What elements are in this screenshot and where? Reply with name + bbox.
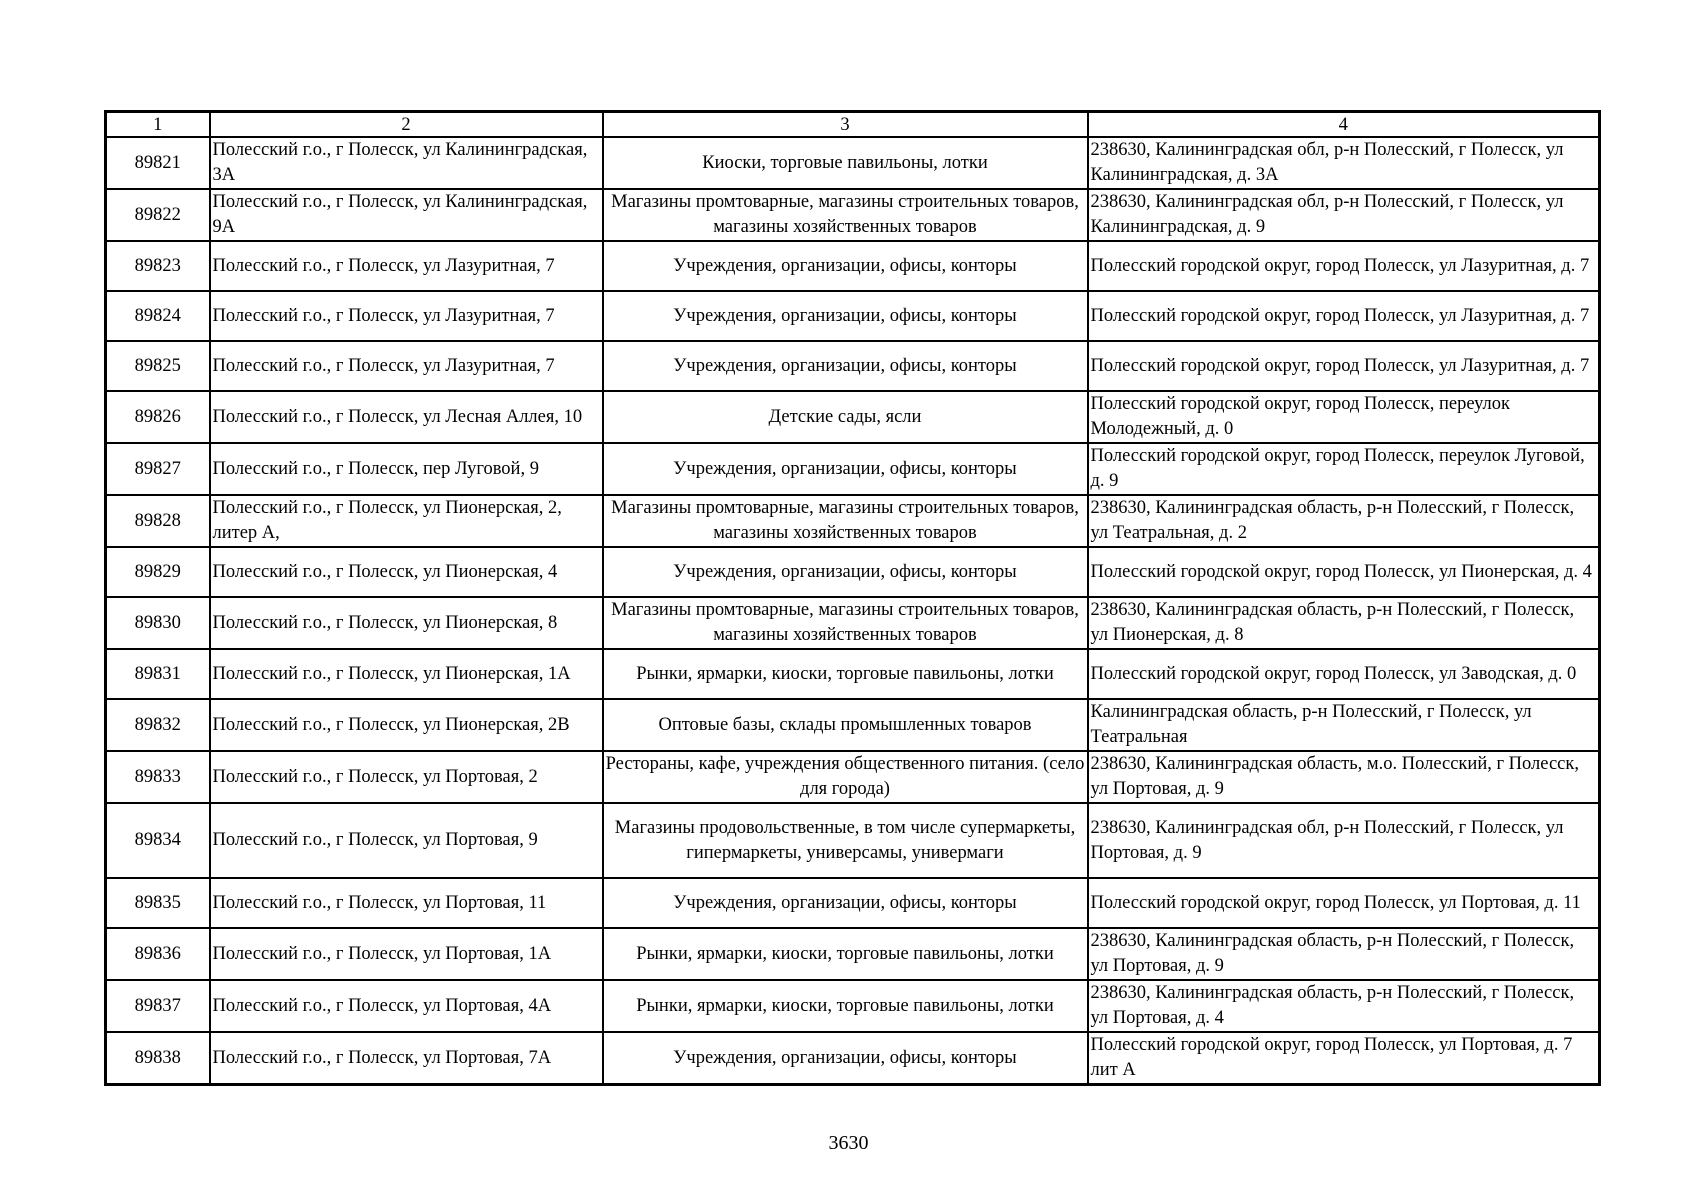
row-id-cell: 89827 (106, 443, 210, 495)
table-row (106, 878, 1600, 928)
row-id-cell: 89828 (106, 495, 210, 547)
table-row (106, 1032, 1600, 1085)
column-header-1: 1 (106, 112, 210, 138)
row-id-cell: 89834 (106, 803, 210, 878)
row-address-cell: 238630, Калининградская обл, р-н Полесский, г Полесск, ул Калининградская, д. 3А (1088, 137, 1600, 189)
row-category-cell: Магазины промтоварные, магазины строительных товаров, магазины хозяйственных товаров (603, 495, 1088, 547)
row-address-cell: Полесский городской округ, город Полесск, переулок Луговой, д. 9 (1088, 443, 1600, 495)
row-address-cell: 238630, Калининградская область, р-н Полесский, г Полесск, ул Театральная, д. 2 (1088, 495, 1600, 547)
row-address-cell: 238630, Калининградская область, р-н Полесский, г Полесск, ул Пионерская, д. 8 (1088, 597, 1600, 649)
row-location-cell: Полесский г.о., г Полесск, ул Пионерская, 2, литер А, (210, 495, 603, 547)
row-address-cell: Полесский городской округ, город Полесск, ул Портовая, д. 7 лит А (1088, 1032, 1600, 1085)
row-id-cell: 89826 (106, 391, 210, 443)
row-location-cell: Полесский г.о., г Полесск, ул Калининградская, 3А (210, 137, 603, 189)
row-id-cell: 89835 (106, 878, 210, 928)
row-category-cell: Оптовые базы, склады промышленных товаров (603, 699, 1088, 751)
table-header (106, 112, 1600, 138)
row-address-cell: 238630, Калининградская область, м.о. Полесский, г Полесск, ул Портовая, д. 9 (1088, 751, 1600, 803)
row-category-cell: Магазины промтоварные, магазины строительных товаров, магазины хозяйственных товаров (603, 189, 1088, 241)
table-row (106, 495, 1600, 547)
row-location-cell: Полесский г.о., г Полесск, ул Пионерская, 2В (210, 699, 603, 751)
row-address-cell: Полесский городской округ, город Полесск, ул Лазуритная, д. 7 (1088, 291, 1600, 341)
table-row (106, 597, 1600, 649)
row-category-cell: Учреждения, организации, офисы, конторы (603, 443, 1088, 495)
row-location-cell: Полесский г.о., г Полесск, ул Пионерская, 1А (210, 649, 603, 699)
row-id-cell: 89823 (106, 241, 210, 291)
row-id-cell: 89832 (106, 699, 210, 751)
row-id-cell: 89821 (106, 137, 210, 189)
row-category-cell: Учреждения, организации, офисы, конторы (603, 547, 1088, 597)
row-address-cell: 238630, Калининградская область, р-н Полесский, г Полесск, ул Портовая, д. 4 (1088, 980, 1600, 1032)
table-row (106, 699, 1600, 751)
row-id-cell: 89824 (106, 291, 210, 341)
row-address-cell: Полесский городской округ, город Полесск, ул Заводская, д. 0 (1088, 649, 1600, 699)
row-address-cell: Полесский городской округ, город Полесск, ул Лазуритная, д. 7 (1088, 241, 1600, 291)
row-category-cell: Учреждения, организации, офисы, конторы (603, 878, 1088, 928)
row-location-cell: Полесский г.о., г Полесск, ул Портовая, 11 (210, 878, 603, 928)
row-id-cell: 89837 (106, 980, 210, 1032)
row-location-cell: Полесский г.о., г Полесск, ул Пионерская, 8 (210, 597, 603, 649)
row-address-cell: 238630, Калининградская область, р-н Полесский, г Полесск, ул Портовая, д. 9 (1088, 928, 1600, 980)
row-location-cell: Полесский г.о., г Полесск, ул Лазуритная, 7 (210, 341, 603, 391)
row-location-cell: Полесский г.о., г Полесск, ул Лазуритная, 7 (210, 241, 603, 291)
page-number: 3630 (828, 1132, 869, 1154)
table-row (106, 928, 1600, 980)
row-address-cell: Полесский городской округ, город Полесск, ул Лазуритная, д. 7 (1088, 341, 1600, 391)
table-row (106, 241, 1600, 291)
row-id-cell: 89833 (106, 751, 210, 803)
row-location-cell: Полесский г.о., г Полесск, ул Лесная Аллея, 10 (210, 391, 603, 443)
row-category-cell: Детские сады, ясли (603, 391, 1088, 443)
table-row (106, 391, 1600, 443)
row-address-cell: Полесский городской округ, город Полесск, ул Портовая, д. 11 (1088, 878, 1600, 928)
row-location-cell: Полесский г.о., г Полесск, ул Калининградская, 9А (210, 189, 603, 241)
row-location-cell: Полесский г.о., г Полесск, ул Портовая, 9 (210, 803, 603, 878)
row-location-cell: Полесский г.о., г Полесск, ул Лазуритная, 7 (210, 291, 603, 341)
row-address-cell: Полесский городской округ, город Полесск, переулок Молодежный, д. 0 (1088, 391, 1600, 443)
row-category-cell: Учреждения, организации, офисы, конторы (603, 1032, 1088, 1085)
table-row (106, 803, 1600, 878)
row-location-cell: Полесский г.о., г Полесск, ул Портовая, 4А (210, 980, 603, 1032)
table-row (106, 443, 1600, 495)
row-id-cell: 89836 (106, 928, 210, 980)
table-row (106, 547, 1600, 597)
row-address-cell: 238630, Калининградская обл, р-н Полесский, г Полесск, ул Портовая, д. 9 (1088, 803, 1600, 878)
table-row (106, 189, 1600, 241)
table-row (106, 751, 1600, 803)
table-row (106, 291, 1600, 341)
column-header-2: 2 (210, 112, 603, 138)
row-location-cell: Полесский г.о., г Полесск, ул Портовая, 2 (210, 751, 603, 803)
row-location-cell: Полесский г.о., г Полесск, пер Луговой, 9 (210, 443, 603, 495)
row-category-cell: Магазины промтоварные, магазины строительных товаров, магазины хозяйственных товаров (603, 597, 1088, 649)
row-category-cell: Магазины продовольственные, в том числе супермаркеты, гипермаркеты, универсамы, универмаги (603, 803, 1088, 878)
header-row (106, 112, 1600, 138)
table-body (106, 137, 1600, 1085)
row-category-cell: Рынки, ярмарки, киоски, торговые павильоны, лотки (603, 980, 1088, 1032)
row-location-cell: Полесский г.о., г Полесск, ул Портовая, 1А (210, 928, 603, 980)
table-row (106, 649, 1600, 699)
row-category-cell: Учреждения, организации, офисы, конторы (603, 291, 1088, 341)
row-location-cell: Полесский г.о., г Полесск, ул Портовая, 7А (210, 1032, 603, 1085)
row-address-cell: Полесский городской округ, город Полесск, ул Пионерская, д. 4 (1088, 547, 1600, 597)
row-location-cell: Полесский г.о., г Полесск, ул Пионерская, 4 (210, 547, 603, 597)
table-row (106, 341, 1600, 391)
row-address-cell: Калининградская область, р-н Полесский, г Полесск, ул Театральная (1088, 699, 1600, 751)
registry-table (104, 110, 1601, 1086)
column-header-3: 3 (603, 112, 1088, 138)
table-row (106, 137, 1600, 189)
row-id-cell: 89829 (106, 547, 210, 597)
row-category-cell: Рестораны, кафе, учреждения общественного питания. (село для города) (603, 751, 1088, 803)
row-category-cell: Учреждения, организации, офисы, конторы (603, 241, 1088, 291)
table-row (106, 980, 1600, 1032)
row-category-cell: Рынки, ярмарки, киоски, торговые павильоны, лотки (603, 649, 1088, 699)
row-category-cell: Учреждения, организации, офисы, конторы (603, 341, 1088, 391)
row-id-cell: 89831 (106, 649, 210, 699)
row-category-cell: Рынки, ярмарки, киоски, торговые павильоны, лотки (603, 928, 1088, 980)
column-header-4: 4 (1088, 112, 1600, 138)
row-id-cell: 89838 (106, 1032, 210, 1085)
row-address-cell: 238630, Калининградская обл, р-н Полесский, г Полесск, ул Калининградская, д. 9 (1088, 189, 1600, 241)
row-id-cell: 89822 (106, 189, 210, 241)
row-id-cell: 89825 (106, 341, 210, 391)
row-id-cell: 89830 (106, 597, 210, 649)
row-category-cell: Киоски, торговые павильоны, лотки (603, 137, 1088, 189)
